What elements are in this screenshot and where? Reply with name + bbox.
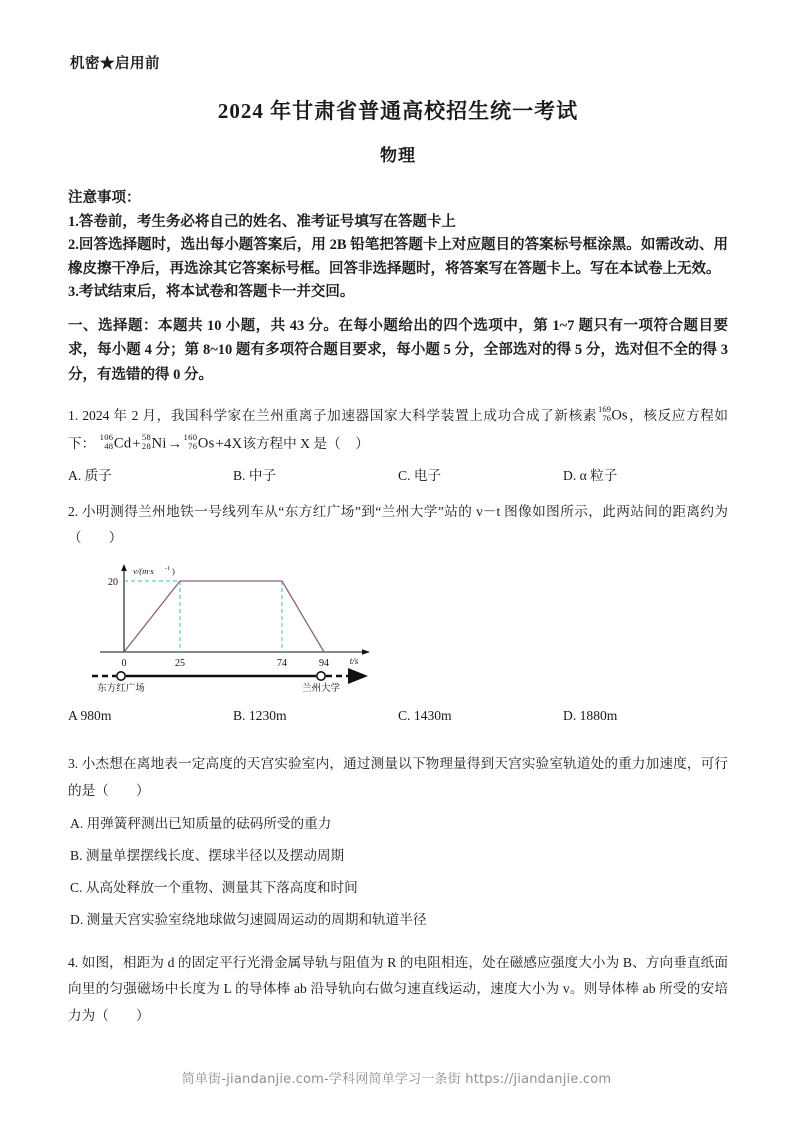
- question-1-option-b[interactable]: B. 中子: [233, 467, 277, 483]
- confidential-label: 机密★启用前: [70, 56, 160, 72]
- station-label-start: 东方红广场: [97, 683, 145, 692]
- nuclide-os-169-mass: 169: [598, 404, 611, 415]
- question-1-option-d[interactable]: D. α 粒子: [563, 467, 618, 483]
- nuclide-os-160-atomic: 76: [188, 440, 198, 451]
- velocity-time-figure: [86, 560, 386, 692]
- nuclide-os-160: [184, 433, 215, 451]
- nuclide-cd-106-symbol: Cd: [113, 435, 132, 452]
- question-3: [68, 751, 728, 936]
- question-2-text: 小明测得兰州地铁一号线列车从“东方红广场”到“兰州大学”站的 v－t 图像如图所示，此两站间的距离约为（ ）: [68, 503, 728, 546]
- station-marker-start: [117, 672, 125, 680]
- question-1: [68, 403, 728, 489]
- nuclide-os-169: [598, 405, 628, 423]
- section-heading-choice: 一、选择题：本题共 10 小题，共 43 分。在每小题给出的四个选项中，第 1~7 题只有一项符合题目要求，每小题 4 分；第 8~10 题有多项符合题目要求，每小题 5 分，全部选对的得 5 分，选对但不全的得 3 分，有选错的得 0 分。: [68, 317, 728, 383]
- x-tick-0: 0: [121, 657, 127, 669]
- question-1-paren-close: ）: [355, 435, 369, 451]
- nuclide-os-169-symbol: Os: [611, 408, 628, 425]
- y-axis-label: v/(m·s: [133, 565, 154, 576]
- nuclide-cd-106-mass: 106: [99, 431, 114, 442]
- page-content: [68, 52, 728, 1039]
- question-1-number: 1.: [68, 408, 79, 424]
- question-1-stem: [68, 403, 728, 458]
- question-1-options: [68, 462, 728, 489]
- y-tick-20: 20: [108, 576, 118, 588]
- x-axis-label: t/s: [349, 655, 359, 666]
- question-4: [68, 950, 728, 1030]
- question-2-option-d[interactable]: D. 1880m: [563, 707, 618, 723]
- question-3-stem: [68, 751, 728, 804]
- question-2: [68, 499, 728, 729]
- question-1-option-a[interactable]: A. 质子: [68, 467, 112, 483]
- question-2-option-c[interactable]: C. 1430m: [398, 707, 452, 723]
- y-axis-label-exponent: -1: [165, 565, 170, 572]
- question-2-stem: [68, 499, 728, 552]
- nuclide-os-160-symbol: Os: [197, 435, 215, 452]
- question-1-text-part2: ，核反应方程如下：: [68, 408, 728, 451]
- question-3-option-b[interactable]: B. 测量单摆摆线长度、摆球半径以及摆动周期: [70, 848, 345, 864]
- notice-item-1: 1.答卷前，考生务必将自己的姓名、准考证号填写在答题卡上: [68, 214, 456, 230]
- vt-curve: [124, 581, 324, 652]
- question-4-text: 如图，相距为 d 的固定平行光滑金属导轨与阻值为 R 的电阻相连，处在磁感应强度大小为 B、方向垂直纸面向里的匀强磁场中长度为 L 的导体棒 ab 沿导轨向右做匀速直线运动，速度大小为 v。则导体棒 ab 所受的安培力为（ ）: [68, 954, 728, 1023]
- question-2-number: 2.: [68, 503, 79, 519]
- station-label-end: 兰州大学: [301, 683, 341, 692]
- x-tick-74: 74: [277, 657, 287, 669]
- nuclide-cd-106-atomic: 48: [104, 440, 114, 451]
- subject-title: 物理: [380, 146, 416, 165]
- question-2-options: [68, 702, 728, 729]
- question-3-option-a[interactable]: A. 用弹簧秤测出已知质量的砝码所受的重力: [70, 816, 332, 832]
- equation-plus-2: +: [215, 435, 225, 452]
- question-1-text-part3: 该方程中 X 是（: [242, 435, 341, 451]
- notice-item-2: 2.回答选择题时，选出每小题答案后，用 2B 铅笔把答题卡上对应题目的答案标号框涂黑。如需改动、用橡皮擦干净后，再选涂其它答案标号框。回答非选择题时，将答案写在答题卡上。写在本试卷上无效。: [68, 237, 728, 277]
- x-tick-94: 94: [319, 657, 329, 669]
- question-4-number: 4.: [68, 954, 79, 970]
- footer-watermark: 简单街-jiandanjie.com-学科网简单学习一条街 https://jiandanjie.com: [181, 1072, 612, 1087]
- question-1-nuclear-equation: [99, 431, 243, 452]
- equation-arrow: →: [167, 435, 183, 452]
- nuclide-ni-58-atomic: 28: [141, 440, 152, 451]
- question-1-option-c[interactable]: C. 电子: [398, 467, 442, 483]
- question-1-text-part1: 2024 年 2 月，我国科学家在兰州重离子加速器国家大科学装置上成功合成了新核素: [82, 408, 598, 424]
- question-2-option-a[interactable]: A 980m: [68, 707, 112, 723]
- nuclide-ni-58-symbol: Ni: [151, 435, 167, 452]
- nuclide-os-169-atomic: 76: [602, 413, 611, 424]
- question-4-stem: [68, 950, 728, 1030]
- question-3-option-d[interactable]: D. 测量天宫实验室绕地球做匀速圆周运动的周期和轨道半径: [70, 911, 427, 927]
- question-3-number: 3.: [68, 756, 79, 772]
- notice-heading: 注意事项：: [68, 190, 141, 206]
- question-3-text: 小杰想在离地表一定高度的天宫实验室内，通过测量以下物理量得到天宫实验室轨道处的重力加速度，可行的是（ ）: [68, 756, 728, 798]
- question-2-option-b[interactable]: B. 1230m: [233, 707, 287, 723]
- y-axis-arrow: [121, 564, 127, 571]
- nuclide-os-160-mass: 160: [183, 431, 198, 442]
- equation-product-x: 4X: [224, 435, 243, 452]
- station-marker-end: [317, 672, 325, 680]
- x-tick-25: 25: [175, 657, 185, 669]
- route-arrow: [348, 668, 368, 684]
- velocity-time-chart: [86, 560, 386, 692]
- notice-item-3: 3.考试结束后，将本试卷和答题卡一并交回。: [68, 284, 355, 301]
- question-3-option-c[interactable]: C. 从高处释放一个重物、测量其下落高度和时间: [70, 880, 358, 896]
- nuclide-ni-58: [142, 433, 167, 451]
- x-axis-arrow: [362, 649, 370, 655]
- y-axis-label-close: ): [172, 565, 175, 576]
- page-title: 2024 年甘肃省普通高校招生统一考试: [217, 99, 579, 123]
- equation-plus-1: +: [132, 435, 141, 452]
- nuclide-ni-58-mass: 58: [141, 431, 152, 442]
- nuclide-cd-106: [100, 433, 132, 451]
